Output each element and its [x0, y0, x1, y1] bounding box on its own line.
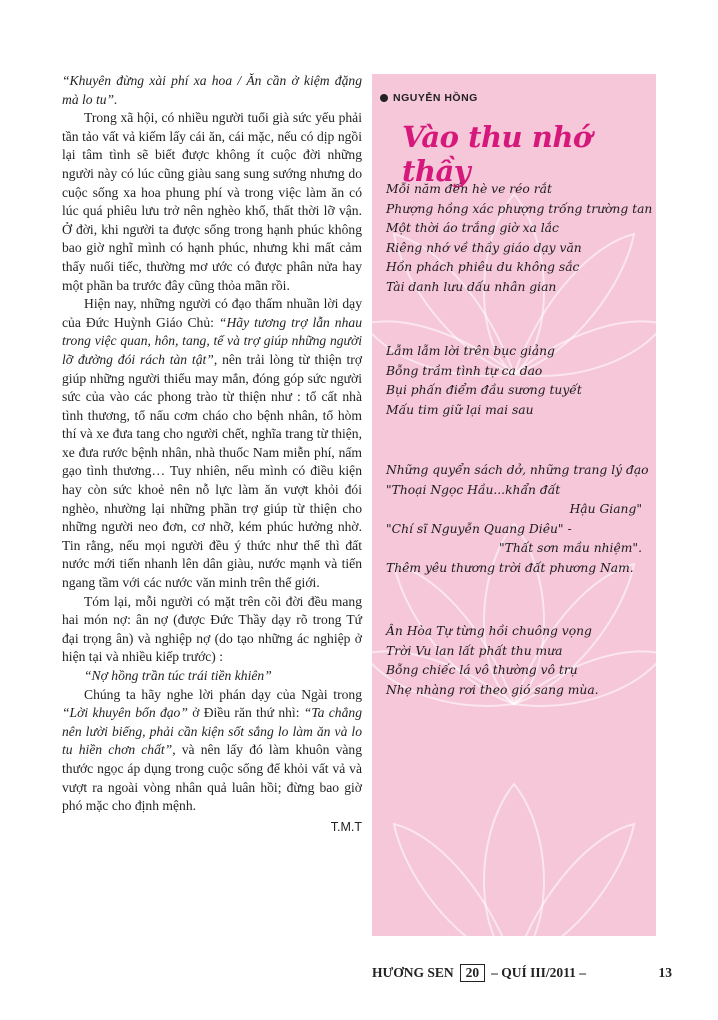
poem-line: Bỗng chiếc lá vô thường vô trụ [386, 663, 578, 677]
poem-line: Trời Vu lan lất phất thu mưa [386, 643, 563, 658]
poem-line: Hậu Giang" [569, 502, 642, 516]
poem-line: Mấu tim giữ lại mai sau [386, 402, 534, 417]
poem-line: Phượng hồng xác phượng trống trường tan [386, 201, 653, 216]
poem-stanza-3 [386, 461, 648, 578]
poem-line: Hồn phách phiêu du không sắc [386, 260, 580, 274]
poem-panel [372, 74, 656, 936]
signature: T.M.T [330, 819, 362, 834]
poem-line: Riêng nhớ về thầy giáo dạy văn [386, 240, 582, 255]
poem-line: "Thất sơn mầu nhiệm". [498, 541, 642, 555]
poem-line: Bụi phấn điểm đầu sương tuyết [386, 383, 582, 397]
magazine-name: HƯƠNG SEN [372, 965, 454, 980]
poem-line: Một thời áo trắng giờ xa lắc [386, 221, 559, 235]
poem-title: Vào thu nhớ thầy [402, 120, 592, 188]
page-number: 13 [658, 965, 672, 980]
poem-line: "Thoại Ngọc Hầu...khẩn đất [386, 482, 561, 497]
poem-stanza-2 [386, 342, 648, 420]
poem-line: Thêm yêu thương trời đất phương Nam. [386, 560, 634, 575]
poem-line: Bỗng trầm tình tự ca dao [386, 363, 543, 378]
poem-line: Tài danh lưu dấu nhân gian [386, 279, 557, 294]
poem-stanza-4 [386, 622, 648, 700]
paragraph-3: Tóm lại, mỗi người có mặt trên cõi đời đều mang hai món nợ: ân nợ (được Đức Thầy dạy rõ trong Tứ đại trọng ân) và nghiệp nợ (do tạo những ác nghiệp ở hiện tại và nhiều kiếp trước) : [62, 593, 362, 665]
bullet-icon [380, 94, 388, 102]
paragraph-1: Trong xã hội, có nhiều người tuổi già sức yếu phải tần tảo vất vả kiếm lấy cái ăn, cái mặc, nếu có dịp ngồi lại tâm tình sẽ biết được không ít cuộc đời những người này có lúc cũng giàu sang sung sướng nhưng do cuộc sống xa hoa phung phí và trong việc làm ăn có lúc quá phiêu lưu trở nên nghèo khổ, thất thời lỡ vận. Ở đời, khi người ta được sống trong hạnh phúc không bao giờ nghĩ mình có hạnh phúc, nhưng khi mất cảm thấy nuối tiếc, thường mơ ước có được phân nửa hay một phần ba trước đây cũng thỏa mãn rồi. [62, 110, 362, 293]
paragraph-5: Chúng ta hãy nghe lời phán dạy của Ngài trong “Lời khuyên bổn đạo” ở Điều răn thứ nhì: “Ta chẳng nên lười biếng, phải cần kiện sốt sắng lo làm ăn và lo tu hiền chơn chất”, và nên lấy đó làm khuôn vàng thước ngọc áp dụng trong cuộc sống để khỏi vất vả và vượt ra ngoài vòng nhân quả luân hồi; đừng bao giờ phó mặc cho định mệnh. [62, 686, 362, 814]
poem-line: "Chí sĩ Nguyễn Quang Diêu" - [386, 521, 572, 536]
opening-quote: “Khuyên đừng xài phí xa hoa / Ăn cần ở kiệm đặng mà lo tu”. [62, 73, 362, 107]
poem-line: Nhẹ nhàng rơi theo gió sang mùa. [386, 682, 599, 697]
article-column [62, 72, 362, 836]
poem-author: NGUYỄN HỒNG [380, 92, 478, 104]
poem-line: Lẫm lẫm lời trên bục giảng [386, 344, 555, 358]
poem-stanza-1 [386, 180, 653, 297]
page-footer [372, 964, 672, 982]
paragraph-2: Hiện nay, những người có đạo thấm nhuần lời dạy của Đức Huỳnh Giáo Chủ: “Hãy tương trợ lẫn nhau trong việc quan, hôn, tang, tế và trợ giúp những người lỡ đường đói rách tàn tật”, nên trải lòng từ thiện trợ giúp những người thiếu may mắn, đóng góp sức người sức của vào các phong trào từ thiện như : tổ cất nhà tình thương, tổ nấu cơm cháo cho bệnh nhân, tổ hòm thí và xe đưa tang cho người chết, nghĩa trang từ thiện, xe đưa rước bệnh nhân, nhà thuốc Nam miễn phí, nấm gạo tình thương… Tuy nhiên, nếu mình có điều kiện hay còn sức khoẻ nên nỗ lực làm ăn vượt khỏi đói nghèo, nhường lại những phần trợ giúp từ thiện cho những người neo đơn, cơ nhỡ, kém phúc hưởng nhờ. Tin rằng, nếu mọi người đều ý thức như thế thì đất nước mới tiến nhanh lên dân giàu, nước mạnh và tiến ngang tầm với các nước văn minh trên thế giới. [62, 296, 363, 591]
poem-line: Ân Hòa Tự từng hồi chuông vọng [386, 624, 592, 638]
issue-number: 20 [460, 964, 486, 982]
paragraph-4: “Nợ hồng trần túc trái tiền khiên” [84, 668, 272, 683]
poem-line: Những quyển sách dở, những trang lý đạo [386, 463, 649, 477]
poem-line: Mỗi năm đến hè ve réo rắt [386, 182, 552, 196]
issue-quarter: – QUÍ III/2011 – [491, 965, 587, 980]
